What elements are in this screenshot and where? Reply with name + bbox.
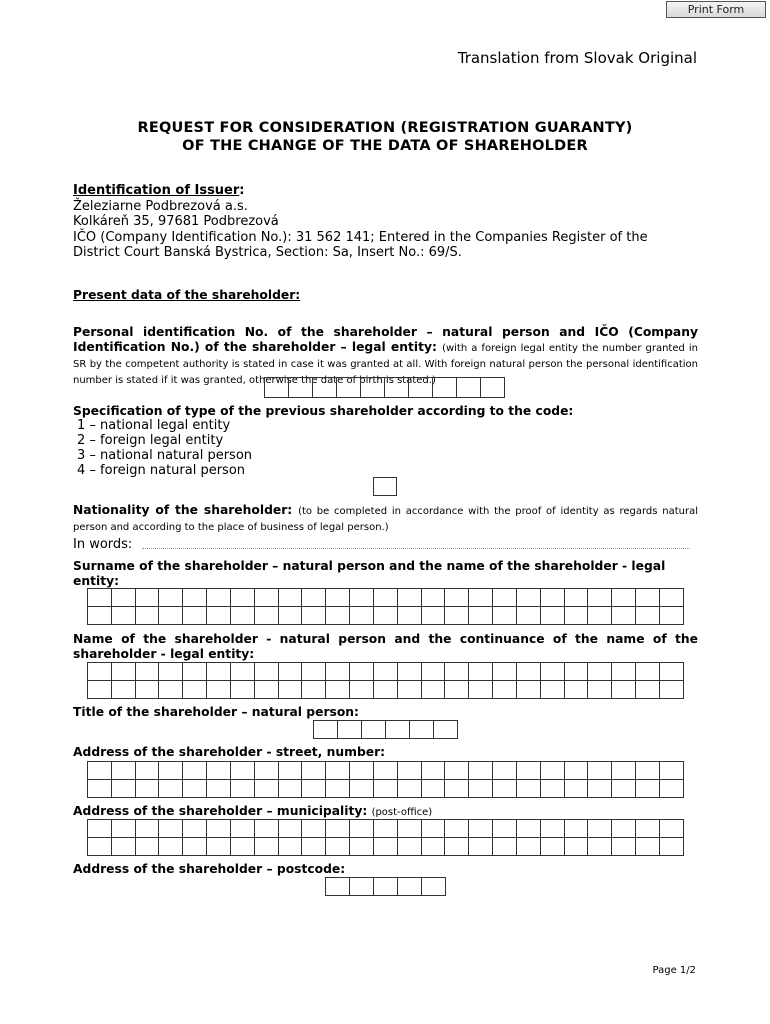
page-number: Page 1/2 <box>652 965 696 976</box>
input-cell[interactable] <box>410 721 434 739</box>
input-cell[interactable] <box>612 681 636 699</box>
issuer-heading: Identification of Issuer <box>73 183 240 198</box>
street-input-grid[interactable] <box>87 761 684 798</box>
personal-id-label: Personal identification No. of the shareholder – natural person and IČO (Company Identification No.) of the shareholder – legal entity: <box>73 325 698 354</box>
input-cell[interactable] <box>279 820 303 838</box>
input-cell[interactable] <box>88 663 112 681</box>
input-cell[interactable] <box>183 820 207 838</box>
input-cell[interactable] <box>302 681 326 699</box>
input-cell[interactable] <box>136 663 160 681</box>
issuer-ico: IČO (Company Identification No.): 31 562 141; Entered in the Companies Register of the <box>73 229 648 245</box>
input-cell[interactable] <box>493 780 517 798</box>
input-cell[interactable] <box>326 762 350 780</box>
input-cell[interactable] <box>350 589 374 607</box>
input-cell[interactable] <box>112 762 136 780</box>
postcode-label: Address of the shareholder – postcode: <box>73 862 346 876</box>
input-cell[interactable] <box>565 780 589 798</box>
input-cell[interactable] <box>112 663 136 681</box>
input-cell[interactable] <box>183 607 207 625</box>
input-cell[interactable] <box>279 762 303 780</box>
input-cell[interactable] <box>112 589 136 607</box>
input-cell[interactable] <box>469 681 493 699</box>
input-cell[interactable] <box>255 663 279 681</box>
input-cell[interactable] <box>541 681 565 699</box>
municipality-input-grid[interactable] <box>87 819 684 856</box>
input-cell[interactable] <box>279 589 303 607</box>
input-cell[interactable] <box>136 820 160 838</box>
input-cell[interactable] <box>88 838 112 856</box>
type-code-input-box[interactable] <box>373 477 397 496</box>
type-code-4: 4 – foreign natural person <box>77 463 246 478</box>
issuer-block <box>73 183 703 261</box>
input-cell[interactable] <box>112 607 136 625</box>
input-cell[interactable] <box>588 838 612 856</box>
input-cell[interactable] <box>183 838 207 856</box>
input-cell[interactable] <box>326 878 350 896</box>
input-cell[interactable] <box>565 681 589 699</box>
input-cell[interactable] <box>326 589 350 607</box>
issuer-name: Železiarne Podbrezová a.s. <box>73 198 248 214</box>
nationality-section <box>73 503 698 535</box>
input-cell[interactable] <box>88 589 112 607</box>
input-cell[interactable] <box>660 762 684 780</box>
input-cell[interactable] <box>517 762 541 780</box>
input-cell[interactable] <box>279 663 303 681</box>
type-code-1: 1 – national legal entity <box>77 418 231 433</box>
input-cell[interactable] <box>422 838 446 856</box>
input-cell[interactable] <box>337 378 361 398</box>
input-cell[interactable] <box>159 681 183 699</box>
input-cell[interactable] <box>565 820 589 838</box>
input-cell[interactable] <box>279 838 303 856</box>
input-cell[interactable] <box>374 762 398 780</box>
input-cell[interactable] <box>541 780 565 798</box>
input-cell[interactable] <box>517 607 541 625</box>
input-cell[interactable] <box>231 820 255 838</box>
input-cell[interactable] <box>88 607 112 625</box>
input-cell[interactable] <box>422 780 446 798</box>
input-cell[interactable] <box>207 589 231 607</box>
input-cell[interactable] <box>469 762 493 780</box>
input-cell[interactable] <box>636 762 660 780</box>
input-cell[interactable] <box>445 681 469 699</box>
input-cell[interactable] <box>457 378 481 398</box>
input-cell[interactable] <box>660 681 684 699</box>
name-label: Name of the shareholder - natural person and the continuance of the name of the shareholder - legal entity: <box>73 632 698 661</box>
input-cell[interactable] <box>660 607 684 625</box>
input-cell[interactable] <box>136 681 160 699</box>
input-cell[interactable] <box>374 820 398 838</box>
input-cell[interactable] <box>541 589 565 607</box>
input-cell[interactable] <box>469 589 493 607</box>
input-cell[interactable] <box>409 378 433 398</box>
issuer-heading-colon: : <box>239 183 245 198</box>
input-cell[interactable] <box>445 607 469 625</box>
input-cell[interactable] <box>541 663 565 681</box>
input-cell[interactable] <box>112 780 136 798</box>
input-cell[interactable] <box>541 607 565 625</box>
input-cell[interactable] <box>445 663 469 681</box>
input-cell[interactable] <box>541 762 565 780</box>
input-cell[interactable] <box>207 820 231 838</box>
input-cell[interactable] <box>136 607 160 625</box>
input-cell[interactable] <box>565 607 589 625</box>
input-cell[interactable] <box>660 589 684 607</box>
nationality-note: (to be completed in accordance with the proof of identity as regards natural person and according to the place of business of legal person.) <box>73 506 698 533</box>
input-cell[interactable] <box>636 780 660 798</box>
input-cell[interactable] <box>350 820 374 838</box>
input-cell[interactable] <box>612 780 636 798</box>
input-cell[interactable] <box>612 762 636 780</box>
input-cell[interactable] <box>326 838 350 856</box>
input-cell[interactable] <box>361 378 385 398</box>
input-cell[interactable] <box>612 663 636 681</box>
input-cell[interactable] <box>338 721 362 739</box>
input-cell[interactable] <box>255 681 279 699</box>
input-cell[interactable] <box>588 762 612 780</box>
personal-id-note: (with a foreign legal entity the number granted in SR by the competent authority is stated in case it was granted at all. With foreign natural person the personal identification number is stated if it was granted, otherwise the date of birth is stated.) <box>73 343 699 386</box>
input-cell[interactable] <box>588 780 612 798</box>
input-cell[interactable] <box>398 607 422 625</box>
input-cell[interactable] <box>469 607 493 625</box>
input-cell[interactable] <box>422 681 446 699</box>
input-cell[interactable] <box>517 838 541 856</box>
surname-input-grid[interactable] <box>87 588 684 625</box>
input-cell[interactable] <box>385 378 409 398</box>
input-cell[interactable] <box>374 681 398 699</box>
input-cell[interactable] <box>422 878 446 896</box>
input-cell[interactable] <box>565 663 589 681</box>
input-cell[interactable] <box>255 589 279 607</box>
input-cell[interactable] <box>612 838 636 856</box>
input-cell[interactable] <box>350 878 374 896</box>
name-input-grid[interactable] <box>87 662 684 699</box>
input-cell[interactable] <box>422 607 446 625</box>
input-cell[interactable] <box>302 838 326 856</box>
input-cell[interactable] <box>541 838 565 856</box>
input-cell[interactable] <box>588 820 612 838</box>
input-cell[interactable] <box>422 820 446 838</box>
input-cell[interactable] <box>398 780 422 798</box>
input-cell[interactable] <box>493 820 517 838</box>
input-cell[interactable] <box>159 820 183 838</box>
input-cell[interactable] <box>398 820 422 838</box>
input-cell[interactable] <box>112 820 136 838</box>
input-cell[interactable] <box>183 681 207 699</box>
input-cell[interactable] <box>636 607 660 625</box>
input-cell[interactable] <box>136 762 160 780</box>
input-cell[interactable] <box>112 681 136 699</box>
input-cell[interactable] <box>88 681 112 699</box>
input-cell[interactable] <box>660 820 684 838</box>
input-cell[interactable] <box>207 780 231 798</box>
postcode-input-grid[interactable] <box>325 877 446 896</box>
input-cell[interactable] <box>493 607 517 625</box>
input-cell[interactable] <box>398 838 422 856</box>
input-cell[interactable] <box>255 762 279 780</box>
input-cell[interactable] <box>183 663 207 681</box>
type-code-2: 2 – foreign legal entity <box>77 433 224 448</box>
input-cell[interactable] <box>88 762 112 780</box>
input-cell[interactable] <box>517 589 541 607</box>
input-cell[interactable] <box>183 589 207 607</box>
input-cell[interactable] <box>159 607 183 625</box>
input-cell[interactable] <box>231 838 255 856</box>
input-cell[interactable] <box>313 378 337 398</box>
input-cell[interactable] <box>159 838 183 856</box>
input-cell[interactable] <box>636 663 660 681</box>
input-cell[interactable] <box>183 780 207 798</box>
input-cell[interactable] <box>159 589 183 607</box>
input-cell[interactable] <box>265 378 289 398</box>
input-cell[interactable] <box>588 589 612 607</box>
input-cell[interactable] <box>517 820 541 838</box>
input-cell[interactable] <box>231 663 255 681</box>
input-cell[interactable] <box>231 780 255 798</box>
type-code-3: 3 – national natural person <box>77 448 253 463</box>
input-cell[interactable] <box>398 681 422 699</box>
input-cell[interactable] <box>302 780 326 798</box>
input-cell[interactable] <box>434 721 458 739</box>
input-cell[interactable] <box>517 663 541 681</box>
input-cell[interactable] <box>279 780 303 798</box>
in-words-line[interactable] <box>142 548 690 549</box>
input-cell[interactable] <box>445 838 469 856</box>
input-cell[interactable] <box>279 607 303 625</box>
input-cell[interactable] <box>469 780 493 798</box>
input-cell[interactable] <box>350 663 374 681</box>
input-cell[interactable] <box>612 589 636 607</box>
input-cell[interactable] <box>207 838 231 856</box>
input-cell[interactable] <box>374 607 398 625</box>
input-cell[interactable] <box>636 681 660 699</box>
issuer-register: District Court Banská Bystrica, Section: Sa, Insert No.: 69/S. <box>73 245 462 261</box>
input-cell[interactable] <box>398 589 422 607</box>
input-cell[interactable] <box>136 838 160 856</box>
input-cell[interactable] <box>565 762 589 780</box>
input-cell[interactable] <box>350 607 374 625</box>
surname-label: Surname of the shareholder – natural person and the name of the shareholder - legal entity: <box>73 559 666 588</box>
input-cell[interactable] <box>445 762 469 780</box>
input-cell[interactable] <box>326 681 350 699</box>
input-cell[interactable] <box>517 780 541 798</box>
municipality-note: (post-office) <box>371 807 433 818</box>
personal-id-input-grid[interactable] <box>264 377 505 398</box>
input-cell[interactable] <box>207 607 231 625</box>
input-cell[interactable] <box>469 663 493 681</box>
input-cell[interactable] <box>314 721 338 739</box>
input-cell[interactable] <box>350 780 374 798</box>
input-cell[interactable] <box>350 681 374 699</box>
input-cell[interactable] <box>362 721 386 739</box>
input-cell[interactable] <box>255 607 279 625</box>
print-form-button[interactable]: Print Form <box>666 1 766 18</box>
input-cell[interactable] <box>326 607 350 625</box>
input-cell[interactable] <box>231 681 255 699</box>
input-cell[interactable] <box>326 780 350 798</box>
input-cell[interactable] <box>445 820 469 838</box>
input-cell[interactable] <box>289 378 313 398</box>
input-cell[interactable] <box>350 838 374 856</box>
input-cell[interactable] <box>612 607 636 625</box>
input-cell[interactable] <box>422 663 446 681</box>
document-title-line1: REQUEST FOR CONSIDERATION (REGISTRATION GUARANTY) <box>137 120 633 136</box>
input-cell[interactable] <box>207 663 231 681</box>
input-cell[interactable] <box>636 838 660 856</box>
input-cell[interactable] <box>326 820 350 838</box>
input-cell[interactable] <box>565 589 589 607</box>
input-cell[interactable] <box>326 663 350 681</box>
input-cell[interactable] <box>279 681 303 699</box>
input-cell[interactable] <box>493 589 517 607</box>
input-cell[interactable] <box>636 820 660 838</box>
present-data-heading: Present data of the shareholder: <box>73 288 301 302</box>
type-code-label: Specification of type of the previous shareholder according to the code: <box>73 404 574 418</box>
input-cell[interactable] <box>159 663 183 681</box>
input-cell[interactable] <box>207 762 231 780</box>
input-cell[interactable] <box>398 762 422 780</box>
input-cell[interactable] <box>469 820 493 838</box>
input-cell[interactable] <box>231 607 255 625</box>
title-field-label: Title of the shareholder – natural person: <box>73 705 359 719</box>
input-cell[interactable] <box>445 589 469 607</box>
input-cell[interactable] <box>445 780 469 798</box>
input-cell[interactable] <box>374 589 398 607</box>
input-cell[interactable] <box>136 780 160 798</box>
input-cell[interactable] <box>255 780 279 798</box>
input-cell[interactable] <box>588 607 612 625</box>
title-input-grid[interactable] <box>313 720 458 739</box>
street-label: Address of the shareholder - street, number: <box>73 745 386 759</box>
input-cell[interactable] <box>588 663 612 681</box>
input-cell[interactable] <box>159 762 183 780</box>
input-cell[interactable] <box>302 762 326 780</box>
issuer-address: Kolkáreň 35, 97681 Podbrezová <box>73 214 279 230</box>
input-cell[interactable] <box>374 878 398 896</box>
input-cell[interactable] <box>302 820 326 838</box>
input-cell[interactable] <box>433 378 457 398</box>
input-cell[interactable] <box>493 762 517 780</box>
input-cell[interactable] <box>565 838 589 856</box>
input-cell[interactable] <box>636 589 660 607</box>
input-cell[interactable] <box>588 681 612 699</box>
input-cell[interactable] <box>660 663 684 681</box>
municipality-section <box>73 804 698 820</box>
input-cell[interactable] <box>136 589 160 607</box>
input-cell[interactable] <box>398 878 422 896</box>
input-cell[interactable] <box>493 838 517 856</box>
input-cell[interactable] <box>493 663 517 681</box>
input-cell[interactable] <box>302 663 326 681</box>
input-cell[interactable] <box>302 607 326 625</box>
input-cell[interactable] <box>660 780 684 798</box>
input-cell[interactable] <box>183 762 207 780</box>
municipality-label: Address of the shareholder – municipality: <box>73 804 368 818</box>
input-cell[interactable] <box>231 762 255 780</box>
in-words-label: In words: <box>73 537 133 552</box>
input-cell[interactable] <box>398 663 422 681</box>
input-cell[interactable] <box>112 838 136 856</box>
input-cell[interactable] <box>231 589 255 607</box>
input-cell[interactable] <box>541 820 565 838</box>
input-cell[interactable] <box>422 589 446 607</box>
input-cell[interactable] <box>493 681 517 699</box>
type-code-list <box>77 418 252 478</box>
input-cell[interactable] <box>88 780 112 798</box>
nationality-label: Nationality of the shareholder: <box>73 503 293 517</box>
input-cell[interactable] <box>374 780 398 798</box>
input-cell[interactable] <box>469 838 493 856</box>
input-cell[interactable] <box>255 838 279 856</box>
input-cell[interactable] <box>517 681 541 699</box>
input-cell[interactable] <box>386 721 410 739</box>
input-cell[interactable] <box>88 820 112 838</box>
input-cell[interactable] <box>255 820 279 838</box>
input-cell[interactable] <box>422 762 446 780</box>
input-cell[interactable] <box>159 780 183 798</box>
translation-note: Translation from Slovak Original <box>457 49 697 67</box>
input-cell[interactable] <box>350 762 374 780</box>
input-cell[interactable] <box>612 820 636 838</box>
document-title-line2: OF THE CHANGE OF THE DATA OF SHAREHOLDER <box>182 138 588 154</box>
input-cell[interactable] <box>374 663 398 681</box>
input-cell[interactable] <box>207 681 231 699</box>
input-cell[interactable] <box>374 838 398 856</box>
input-cell[interactable] <box>481 378 505 398</box>
input-cell[interactable] <box>302 589 326 607</box>
input-cell[interactable] <box>660 838 684 856</box>
